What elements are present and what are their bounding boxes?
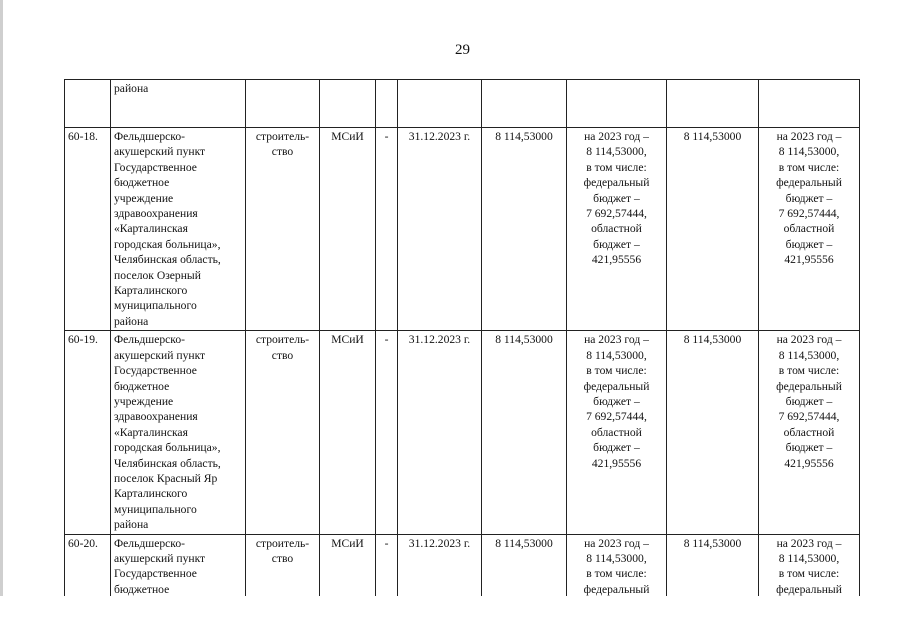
object-name-line: «Карталинская (114, 222, 188, 236)
funding-line: на 2023 год – (584, 536, 649, 550)
work-type-line: ство (271, 348, 294, 362)
object-name-line: муниципального (114, 502, 197, 516)
object-name-line: учреждение (114, 394, 174, 408)
funding-line: 7 692,57444, (586, 207, 647, 221)
object-name-line: здравоохранения (114, 410, 198, 424)
funding-line: 7 692,57444, (778, 207, 840, 221)
funding-line: бюджет – (785, 237, 833, 251)
dash-cell: - (376, 331, 398, 534)
funding-line: 7 692,57444, (778, 410, 840, 424)
deadline-cell: 31.12.2023 г. (398, 331, 482, 534)
object-name-line: района (114, 82, 149, 95)
cost-cell: 8 114,53000 (482, 534, 567, 614)
funding-line: в том числе: (778, 364, 840, 378)
object-name-line: бюджетное (114, 176, 170, 190)
object-name-line: Челябинская область, (114, 456, 221, 470)
funding-line: 8 114,53000, (778, 348, 840, 362)
funding-line: 8 114,53000, (778, 551, 840, 565)
funding-line: в том числе: (586, 160, 647, 174)
row-number-cell: 60-18. (65, 128, 111, 331)
funding-cell-2 (759, 331, 860, 534)
funding-line: на 2023 год – (584, 333, 649, 347)
funding-line: федеральный (776, 582, 842, 596)
object-name-line: Фельдшерско- (114, 536, 185, 550)
work-type-cell (246, 128, 320, 331)
object-name-line: Фельдшерско- (114, 333, 185, 347)
dash-cell (376, 80, 398, 128)
funding-line: бюджет – (593, 441, 640, 455)
page-bottom-margin (0, 596, 905, 640)
work-type-line: строитель- (255, 333, 310, 347)
cost-cell (482, 80, 567, 128)
object-name-line: Государственное (114, 364, 197, 378)
funding-line: в том числе: (778, 160, 840, 174)
funding-line: 8 114,53000, (586, 145, 647, 159)
object-name-cell (111, 331, 246, 534)
responsible-cell: МСиИ (320, 128, 376, 331)
funding-cell (567, 331, 667, 534)
funding-line: областной (783, 222, 835, 236)
cost-cell-2: 8 114,53000 (667, 331, 759, 534)
object-name-line: муниципального (114, 299, 197, 313)
object-name-line: Государственное (114, 567, 197, 581)
funding-line: бюджет – (593, 237, 640, 251)
funding-line: бюджет – (785, 191, 833, 205)
object-name-line: городская больница», (114, 441, 221, 455)
funding-line: на 2023 год – (584, 130, 649, 143)
row-number-cell: 60-20. (65, 534, 111, 614)
funding-cell (567, 128, 667, 331)
deadline-cell (398, 80, 482, 128)
object-name-line: Челябинская область, (114, 253, 221, 267)
object-name-line: городская больница», (114, 237, 221, 251)
funding-line: федеральный (776, 176, 842, 190)
work-type-line: ство (271, 551, 294, 565)
object-name-line: Фельдшерско- (114, 130, 185, 143)
funding-line: областной (783, 425, 835, 439)
funding-line: на 2023 год – (776, 130, 842, 143)
dash-cell: - (376, 534, 398, 614)
funding-line: 7 692,57444, (586, 410, 647, 424)
funding-line: 8 114,53000, (586, 551, 647, 565)
page-number: 29 (455, 42, 470, 58)
object-name-line: «Карталинская (114, 425, 188, 439)
funding-line: федеральный (583, 379, 650, 393)
work-type-line: строитель- (255, 536, 310, 550)
object-name-cell (111, 128, 246, 331)
funding-line: федеральный (776, 379, 842, 393)
object-name-line: поселок Озерный (114, 268, 201, 282)
work-type-cell (246, 331, 320, 534)
cost-cell-2 (667, 80, 759, 128)
funding-line: в том числе: (586, 567, 647, 581)
object-name-line: акушерский пункт (114, 551, 206, 565)
object-name-line: учреждение (114, 191, 174, 205)
funding-line: 421,95556 (591, 456, 642, 470)
funding-line: федеральный (583, 176, 650, 190)
object-name-line: поселок Красный Яр (114, 471, 218, 485)
table-row (65, 128, 860, 331)
funding-cell-2 (759, 80, 860, 128)
cost-cell-2: 8 114,53000 (667, 128, 759, 331)
funding-line: областной (591, 425, 642, 439)
object-name-line: акушерский пункт (114, 145, 206, 159)
work-type-cell (246, 80, 320, 128)
funding-line: федеральный (583, 582, 650, 596)
object-name-line: бюджетное (114, 582, 170, 596)
object-name-line: Государственное (114, 160, 197, 174)
responsible-cell: МСиИ (320, 331, 376, 534)
funding-cell (567, 80, 667, 128)
object-name-line: Карталинского (114, 284, 188, 298)
responsible-cell (320, 80, 376, 128)
funding-line: 421,95556 (591, 253, 642, 267)
funding-line: 8 114,53000, (586, 348, 647, 362)
work-type-line: строитель- (255, 130, 310, 143)
work-type-line: ство (271, 145, 294, 159)
object-name-cell (111, 80, 246, 128)
funding-line: на 2023 год – (776, 536, 842, 550)
cost-cell: 8 114,53000 (482, 331, 567, 534)
funding-line: на 2023 год – (776, 333, 842, 347)
funding-line: бюджет – (593, 191, 640, 205)
funding-line: бюджет – (785, 441, 833, 455)
row-number-cell (65, 80, 111, 128)
funding-line: в том числе: (586, 364, 647, 378)
funding-line: в том числе: (778, 567, 840, 581)
object-name-line: Карталинского (114, 487, 188, 501)
deadline-cell: 31.12.2023 г. (398, 128, 482, 331)
funding-line: 421,95556 (784, 456, 834, 470)
funding-line: бюджет – (593, 394, 640, 408)
funding-line: областной (591, 222, 642, 236)
row-number-cell: 60-19. (65, 331, 111, 534)
object-name-line: района (114, 314, 149, 328)
funding-line: бюджет – (785, 394, 833, 408)
page-edge (0, 0, 3, 640)
funding-line: 421,95556 (784, 253, 834, 267)
object-name-line: акушерский пункт (114, 348, 206, 362)
table-row (65, 80, 860, 128)
dash-cell: - (376, 128, 398, 331)
deadline-cell: 31.12.2023 г. (398, 534, 482, 614)
cost-cell-2: 8 114,53000 (667, 534, 759, 614)
responsible-cell: МСиИ (320, 534, 376, 614)
object-name-line: бюджетное (114, 379, 170, 393)
object-name-line: здравоохранения (114, 207, 198, 221)
table-row (65, 331, 860, 534)
program-table (64, 79, 860, 615)
funding-line: 8 114,53000, (778, 145, 840, 159)
object-name-line: района (114, 518, 149, 532)
cost-cell: 8 114,53000 (482, 128, 567, 331)
funding-cell-2 (759, 128, 860, 331)
